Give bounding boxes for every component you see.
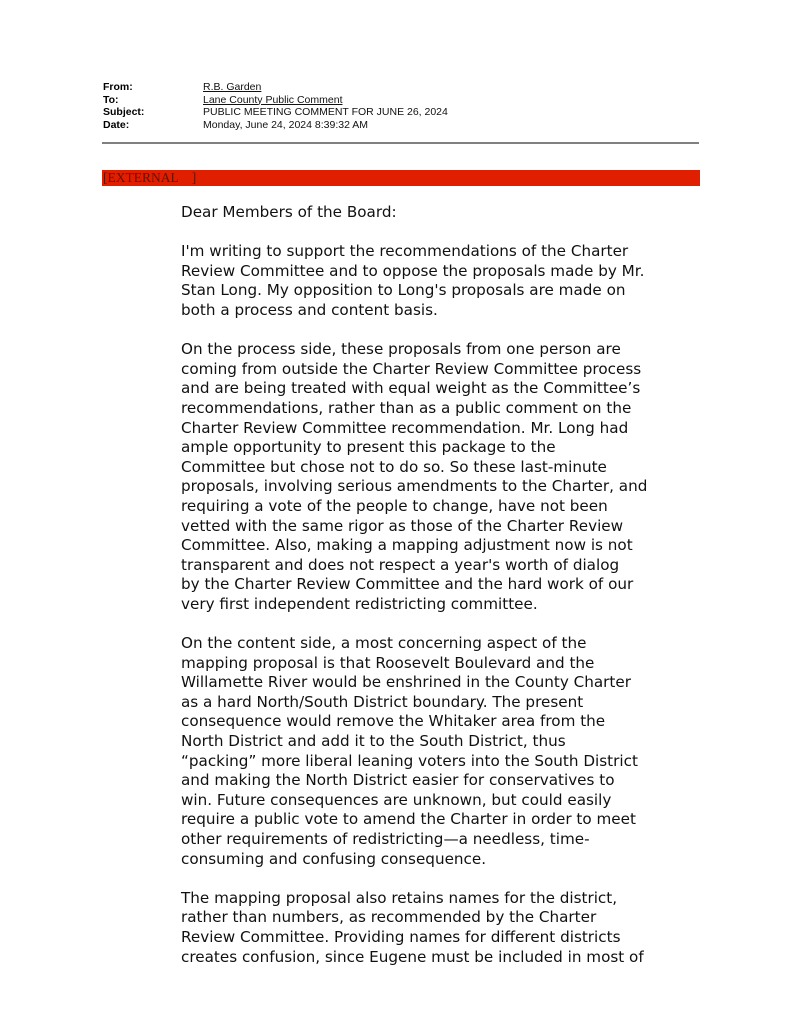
body-line: Committee but chose not to do so. So these last-minute bbox=[181, 457, 607, 476]
body-line: as a hard North/South District boundary. The present bbox=[181, 692, 584, 711]
body-line: I'm writing to support the recommendations of the Charter bbox=[181, 242, 629, 261]
email-header bbox=[103, 81, 448, 131]
external-banner: [EXTERNAL ] bbox=[102, 170, 700, 186]
body-line: On the content side, a most concerning aspect of the bbox=[181, 634, 587, 653]
from-row bbox=[103, 81, 448, 94]
body-line: and making the North District easier for conservatives to bbox=[181, 771, 615, 790]
body-line: both a process and content basis. bbox=[181, 300, 438, 319]
body-line: other requirements of redistricting—a needless, time- bbox=[181, 830, 590, 848]
body-line: creates confusion, since Eugene must be included in most of bbox=[181, 947, 644, 966]
body-line: win. Future consequences are unknown, but could easily bbox=[181, 790, 612, 809]
to-label: To: bbox=[103, 93, 119, 106]
body-line: The mapping proposal also retains names for the district, bbox=[181, 888, 618, 907]
date-value: Monday, June 24, 2024 8:39:32 AM bbox=[203, 118, 369, 131]
body-line: Review Committee and to oppose the proposals made by Mr. bbox=[181, 261, 645, 280]
header-divider bbox=[102, 142, 699, 144]
body-line: Dear Members of the Board: bbox=[181, 203, 397, 221]
subject-value: PUBLIC MEETING COMMENT FOR JUNE 26, 2024 bbox=[203, 106, 448, 118]
subject-row bbox=[103, 106, 448, 119]
body-line: proposals, involving serious amendments to the Charter, and bbox=[181, 477, 648, 496]
body-line: very first independent redistricting committee. bbox=[181, 594, 538, 613]
body-line: Committee. Also, making a mapping adjustment now is not bbox=[181, 536, 633, 555]
body-line: consuming and confusing consequence. bbox=[181, 849, 487, 868]
email-body bbox=[181, 203, 648, 987]
body-line: mapping proposal is that Roosevelt Boulevard and the bbox=[181, 653, 595, 672]
body-line: transparent and does not respect a year's worth of dialog bbox=[181, 555, 620, 574]
body-line: “packing” more liberal leaning voters into the South District bbox=[181, 751, 638, 770]
body-paragraph bbox=[181, 242, 645, 320]
body-line: and are being treated with equal weight as the Committee’s bbox=[181, 379, 641, 398]
body-line: by the Charter Review Committee and the hard work of our bbox=[181, 575, 634, 594]
body-paragraph bbox=[181, 203, 641, 223]
body-line: North District and add it to the South District, thus bbox=[181, 732, 566, 751]
body-paragraph bbox=[181, 888, 644, 967]
body-line: Review Committee. Providing names for different districts bbox=[181, 927, 621, 946]
body-line: recommendations, rather than as a public comment on the bbox=[181, 398, 632, 417]
to-link[interactable]: Lane County Public Comment bbox=[203, 93, 343, 106]
body-paragraph bbox=[181, 340, 648, 614]
to-row bbox=[103, 94, 448, 107]
body-line: require a public vote to amend the Charter in order to meet bbox=[181, 810, 636, 829]
body-line: ample opportunity to present this package to the bbox=[181, 438, 556, 457]
body-line: rather than numbers, as recommended by the Charter bbox=[181, 908, 597, 927]
body-line: coming from outside the Charter Review Committee process bbox=[181, 359, 642, 378]
subject-label: Subject: bbox=[103, 106, 145, 118]
body-paragraph bbox=[181, 634, 641, 869]
date-label: Date: bbox=[103, 118, 130, 131]
body-line: consequence would remove the Whitaker area from the bbox=[181, 712, 606, 731]
body-line: vetted with the same rigor as those of the Charter Review bbox=[181, 516, 624, 535]
body-line: Willamette River would be enshrined in the County Charter bbox=[181, 673, 631, 692]
body-line: Stan Long. My opposition to Long's proposals are made on bbox=[181, 281, 626, 300]
date-row bbox=[103, 119, 448, 132]
body-line: Charter Review Committee recommendation. Mr. Long had bbox=[181, 418, 629, 437]
body-line: requiring a vote of the people to change, have not been bbox=[181, 496, 608, 515]
from-label: From: bbox=[103, 81, 133, 93]
body-line: On the process side, these proposals from one person are bbox=[181, 340, 621, 359]
from-link[interactable]: R.B. Garden bbox=[203, 81, 262, 93]
